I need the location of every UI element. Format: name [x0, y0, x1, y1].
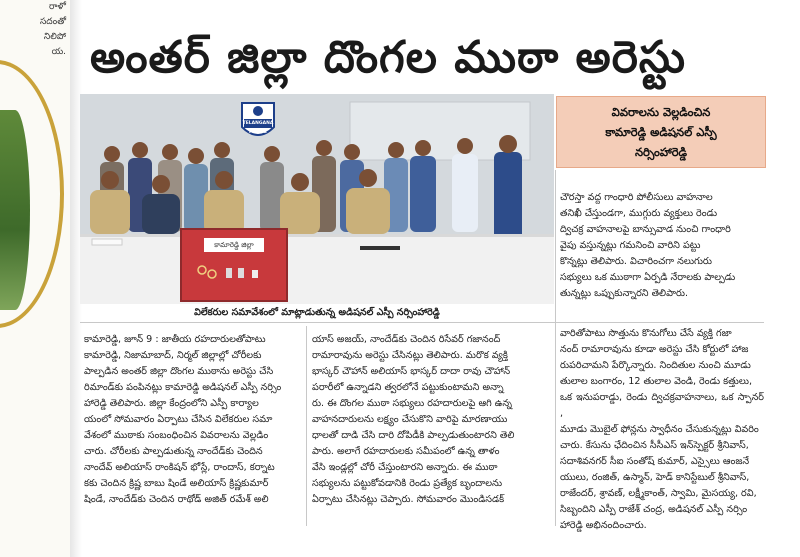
evidence-display-box: [180, 228, 288, 302]
headline: అంతర్ జిల్లా దొంగల ముఠా అరెస్టు: [90, 32, 686, 83]
seized-items: [182, 230, 286, 300]
adjacent-article-text: రాళో సదంతో నిలిపో య.: [39, 2, 66, 57]
adjacent-article-strip: [0, 0, 70, 557]
column-divider-1: [306, 326, 307, 526]
column-divider-2: [555, 170, 556, 526]
subheading-line-2: కామారెడ్డి అడిషనల్ ఎస్పీ: [605, 125, 717, 139]
photo-caption: విలేకరుల సమావేశంలో మాట్లాడుతున్న అడిషనల్ ఎస్పీ నర్సింహారెడ్డి: [194, 307, 440, 318]
police-emblem-text: TELANGANA POLICE: [242, 121, 274, 135]
photo-scene: [80, 94, 554, 304]
body-column-3: వారితోపాటు సొత్తును కొనుగోలు చేసే వ్యక్తి గజా నంద్ రామారావును కూడా అరెస్టు చేసి కోర్టులో హాజ రుపరిచామని పేర్కొన్నారు. నిందితుల నుంచి మూడు తులాల బంగారం, 12 తులాల వెండి, రెండు కత్తులు, ఒక ఇనుపరాడ్డు, రెండు ద్విచక్రవాహనాలు, ఒక స్పానర్ , మూడు మొబైల్ ఫోన్లను స్వాధీనం చేసుకున్నట్లు వివరిం చారు. కేసును ఛేదించిన సీసీఎస్ ఇన్‌స్పెక్టర్ శ్రీనివాస్, సదాశివనగర్ సీఐ సంతోష్ కుమార్, ఎస్సైలు ఆంజనే యులు, రంజిత్, ఉస్మాన్, హెడ్ కానిస్టేబుల్ శ్రీనివాస్, రాజేందర్, శ్రావణ్, లక్ష్మీకాంత్, స్వామి, మైసయ్య, రవి, సిబ్బందిని ఎస్పీ రాజేశ్ చంద్ర, అడిషనల్ ఎస్పీ నర్సిం హారెడ్డి అభినందించారు.: [560, 328, 764, 531]
subheading-line-3: నర్సింహారెడ్డి: [634, 145, 688, 159]
subheading-line-1: వివరాలను వెల్లడించిన: [611, 105, 711, 119]
subheading-box: [556, 96, 766, 168]
body-column-2: యాస్ అజయ్, నాందేడ్‌కు చెందిన రిసేవర్ గజానంద్ రామారావును అరెస్టు చేసినట్లు తెలిపారు. మరొక వ్యక్తి భాస్కర్ చౌహాన్ అలియాస్ భాస్కర్ దాదా రావు చౌహాన్ పరారీలో ఉన్నాడని త్వరలోనే పట్టుకుంటామని అన్నా రు. ఈ దొంగల ముఠా సభ్యులు రహదారులపై ఆగి ఉన్న వాహనదారులను లక్ష్యం చేసుకొని వారిపై మారణాయు ధాలతో దాడి చేసి దారి దోపిడీకి పాల్పడుతుంటారని తెలి పారు. అలాగే రహదారులకు సమీపంలో ఉన్న తాళం వేసి ఇండ్లల్లో చోరీ చేస్తుంటారని అన్నారు. ఈ ముఠా సభ్యులను పట్టుకోవడానికి రెండు ప్రత్యేక బృందాలను ఏర్పాటు చేసినట్లు చెప్పారు. సోమవారం మొండిసడక్: [312, 334, 515, 505]
evidence-box-label: కామారెడ్డి జిల్లా: [204, 238, 264, 252]
police-emblem: [238, 99, 278, 145]
right-top-column: చౌరస్తా వద్ద గాంధారి పోలీసులు వాహనాల తనిఖీ చేస్తుండగా, ముగ్గురు వ్యక్తులు రెండు ద్విచక్ర వాహనాలపై బాన్సువాడ నుంచి గాంధారి వైపు వస్తున్నట్లు గమనించి వారిని పట్టు కొన్నట్లు తెలిపారు. విచారించగా నలుగురు సభ్యులు ఒక ముఠాగా ఏర్పడి నేరాలకు పాల్పడు తున్నట్లు ఒప్పుకున్నారని తెలిపారు.: [560, 192, 736, 299]
decorative-curve: [0, 60, 64, 328]
body-column-1: కామారెడ్డి, జూన్ 9 : జాతీయ రహదారులతోపాటు కామారెడ్డి, నిజామాబాద్, నిర్మల్ జిల్లాల్లో చోరీలకు పాల్పడిన అంతర్ జిల్లా దొంగల ముఠాను అరెస్టు చేసి రిమాండ్‌కు పంపినట్లు కామారెడ్డి అడిషనల్ ఎస్పీ నర్సిం హారెడ్డి తెలిపారు. జిల్లా కేంద్రంలోని ఎస్పీ కార్యాల యంలో సోమవారం ఏర్పాటు చేసిన విలేకరుల సమా వేశంలో ముఠాకు సంబంధించిన వివరాలను వెల్లడిం చారు. చోరీలకు పాల్పడుతున్న నాందేడ్‌కు చెందిన నాందేవ్ అలియాస్ రాంకిషన్ భోస్లే, రాందాస్, కర్నాట కకు చెందిన క్రిష్ణ బాబు షిండే అలియాస్ క్రిష్ణకుమార్ షిండే, నాందేడ్‌కు చెందిన రాథోడ్ అజిత్ రమేశ్ అలి: [84, 334, 282, 505]
divider-horizontal: [80, 322, 764, 323]
press-meet-photo: [80, 94, 554, 304]
